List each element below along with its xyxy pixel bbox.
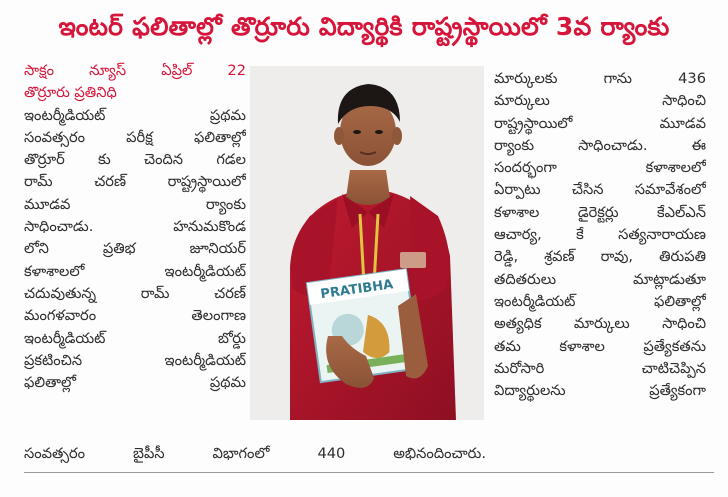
- body-line: మూడవ ర్యాంకు: [24, 195, 246, 213]
- body-word: అభినందించారు.: [393, 445, 486, 462]
- body-line: తదితరులు మాట్లాడుతూ: [494, 270, 706, 288]
- body-line: మంగళవారం తెలంగాణ: [24, 307, 246, 325]
- byline: తొర్రూరు ప్రతినిధి: [24, 84, 117, 102]
- body-line: కళాశాలలో ఇంటర్మీడియట్: [24, 262, 246, 280]
- book-title: PRATIBHA: [319, 277, 395, 303]
- body-line: ఇంటర్మీడియట్ ప్రథమ: [24, 106, 246, 124]
- body-line: ఫలితాల్లో ప్రథమ: [24, 374, 246, 392]
- body-line: ఇంటర్మీడియట్ బోర్డు: [24, 329, 246, 347]
- body-line: చదువుతున్న రామ్ చరణ్: [24, 284, 246, 302]
- body-line: లోని ప్రతిభ జూనియర్: [24, 240, 246, 258]
- body-line: రాష్ట్రస్థాయిలో మూడవ: [494, 114, 706, 132]
- next-article-cropped: [200, 484, 530, 497]
- body-line: ఇంటర్మీడియట్ ఫలితాల్లో: [494, 292, 706, 310]
- body-line: సందర్భంగా కళాశాలలో: [494, 159, 706, 177]
- body-line: అత్యధిక మార్కులు సాధించి: [494, 315, 706, 333]
- section-divider: [24, 472, 714, 473]
- body-line: సాధించాడు. హనుమకొండ: [24, 218, 246, 236]
- body-line: తమ కళాశాల ప్రత్యేకతను: [494, 337, 706, 355]
- article-headline: ఇంటర్ ఫలితాల్లో తొర్రూరు విద్యార్థికి రాష్ట్రస్థాయిలో 3వ ర్యాంకు: [58, 12, 670, 41]
- body-line: మరోసారి చాటిచెప్పిన: [494, 359, 706, 377]
- body-word: బైపీసీ: [133, 445, 165, 462]
- article-bottom-line: [24, 443, 486, 465]
- body-line: ఆచార్య, కే సత్యనారాయణ: [494, 226, 706, 244]
- article-right-column: [494, 68, 706, 402]
- body-line: మార్కులు సాధించి: [494, 92, 706, 110]
- body-line: ఏర్పాటు చేసిన సమావేశంలో: [494, 181, 706, 199]
- article-left-column: [24, 60, 246, 394]
- body-line: ర్యాంకు సాధించాడు. ఈ: [494, 136, 706, 154]
- body-line: రెడ్డి, శ్రవణ్ రావు, తిరుపతి: [494, 248, 706, 266]
- body-line: విద్యార్థులను ప్రత్యేకంగా: [494, 382, 706, 400]
- body-line: మార్కులకు గాను 436: [494, 70, 706, 87]
- student-photo: [250, 66, 484, 420]
- body-word: 440: [317, 445, 346, 462]
- dateline: సాక్షం న్యూస్ ఏప్రిల్ 22: [24, 62, 246, 79]
- body-line: రామ్ చరణ్ రాష్ట్రస్థాయిలో: [24, 173, 246, 191]
- body-line: కళాశాల డైరెక్టర్లు కేఎల్ఎన్: [494, 203, 706, 221]
- body-line: సంవత్సరం పరీక్ష ఫలితాల్లో: [24, 128, 246, 146]
- body-word: సంవత్సరం: [24, 445, 86, 462]
- body-line: తొర్రూర్ కు చెందిన గడల: [24, 151, 246, 169]
- body-word: విభాగంలో: [212, 445, 270, 462]
- body-line: ప్రకటించిన ఇంటర్మీడియట్: [24, 351, 246, 369]
